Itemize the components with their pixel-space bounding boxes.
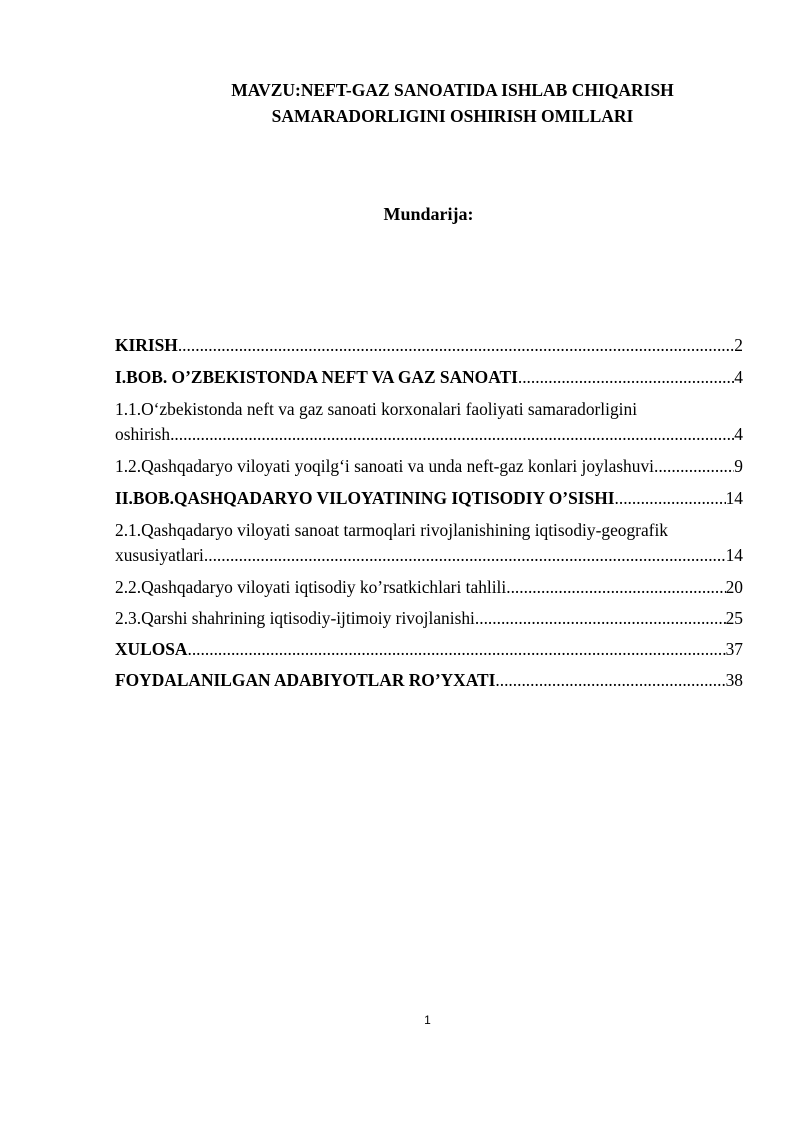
toc-leader-dots: [654, 454, 734, 479]
toc-leader-dots: [475, 606, 726, 631]
page-number: 1: [424, 1013, 431, 1027]
toc-entry-page: 14: [725, 488, 743, 508]
toc-leader-dots: [506, 575, 725, 600]
toc-entry-title: I.BOB. O’ZBEKISTONDA NEFT VA GAZ SANOATI: [115, 367, 518, 387]
document-title: [150, 77, 755, 129]
toc-entry-bibliography[interactable]: [115, 668, 743, 693]
toc-entry-2-3[interactable]: [115, 606, 743, 631]
toc-entry-title: xususiyatlari: [115, 545, 204, 565]
toc-entry-page: 14: [725, 545, 743, 565]
table-of-contents: [115, 333, 743, 699]
toc-leader-dots: [187, 637, 725, 662]
toc-entry-2-1[interactable]: [115, 518, 743, 568]
toc-entry-page: 9: [734, 456, 743, 476]
toc-leader-dots: [518, 365, 734, 390]
toc-entry-title: 2.3.Qarshi shahrining iqtisodiy-ijtimoiy rivojlanishi: [115, 608, 475, 628]
toc-leader-dots: [178, 333, 734, 358]
toc-entry-2-2[interactable]: [115, 575, 743, 600]
toc-entry-xulosa[interactable]: [115, 637, 743, 662]
toc-entry-title: KIRISH: [115, 335, 178, 355]
toc-entry-page: 4: [734, 424, 743, 444]
title-line-2: SAMARADORLIGINI OSHIRISH OMILLARI: [271, 106, 634, 126]
toc-entry-chapter-1[interactable]: [115, 365, 743, 390]
toc-entry-page: 4: [734, 367, 743, 387]
toc-entry-page: 37: [725, 639, 743, 659]
toc-entry-page: 25: [725, 608, 743, 628]
toc-leader-dots: [615, 486, 726, 511]
toc-entry-1-1[interactable]: [115, 397, 743, 447]
toc-heading: Mundarija:: [383, 204, 474, 224]
toc-entry-page: 38: [725, 670, 743, 690]
toc-leader-dots: [495, 668, 725, 693]
toc-entry-chapter-2[interactable]: [115, 486, 743, 511]
toc-entry-1-2[interactable]: [115, 454, 743, 479]
toc-entry-page: 2: [734, 335, 743, 355]
toc-entry-page: 20: [725, 577, 743, 597]
toc-leader-dots: [204, 543, 726, 568]
toc-entry-kirish[interactable]: [115, 333, 743, 358]
toc-entry-title-line-1: 1.1.O‘zbekistonda neft va gaz sanoati korxonalari faoliyati samaradorligini: [115, 399, 638, 419]
toc-leader-dots: [170, 422, 734, 447]
toc-entry-title: oshirish: [115, 424, 171, 444]
toc-entry-title-line-1: 2.1.Qashqadaryo viloyati sanoat tarmoqlari rivojlanishining iqtisodiy-geografik: [115, 520, 669, 540]
toc-entry-title: FOYDALANILGAN ADABIYOTLAR RO’YXATI: [115, 670, 496, 690]
toc-entry-title: II.BOB.QASHQADARYO VILOYATINING IQTISODIY O’SISHI: [115, 488, 615, 508]
toc-entry-title: 1.2.Qashqadaryo viloyati yoqilg‘i sanoati va unda neft-gaz konlari joylashuvi: [115, 456, 654, 476]
title-line-1: MAVZU:NEFT-GAZ SANOATIDA ISHLAB CHIQARISH: [231, 80, 674, 100]
toc-entry-title: 2.2.Qashqadaryo viloyati iqtisodiy ko’rsatkichlari tahlili: [115, 577, 507, 597]
toc-entry-title: XULOSA: [115, 639, 188, 659]
